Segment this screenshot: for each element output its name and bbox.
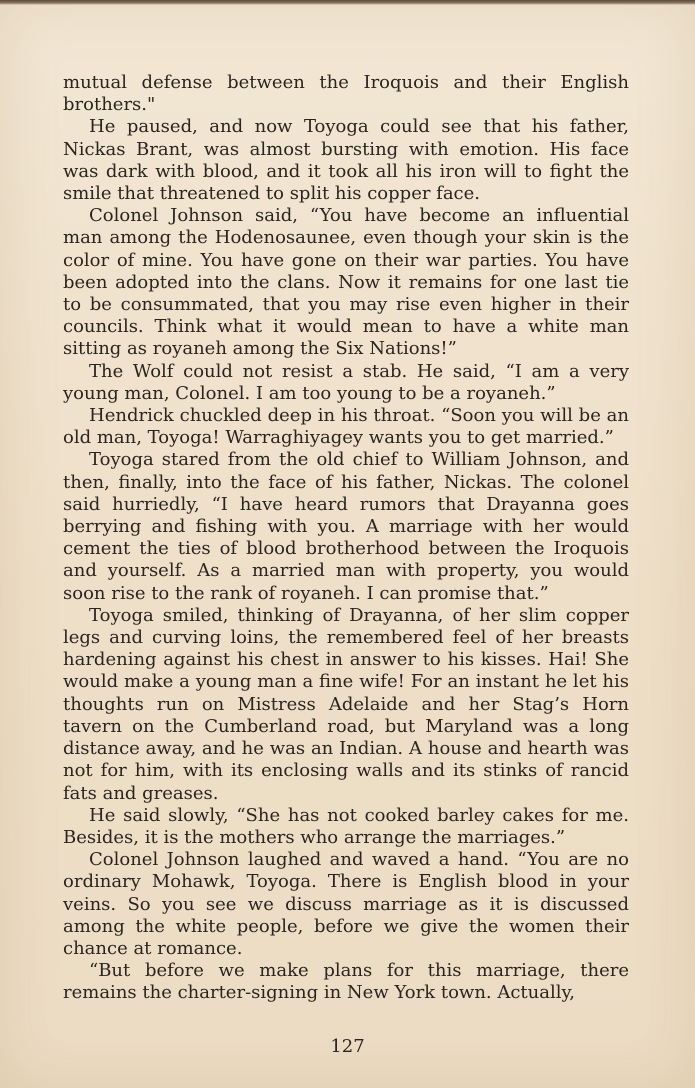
paragraph-9: Colonel Johnson laughed and waved a hand. “You are no ordinary Mohawk, Toyoga. There is English blood in your veins. So you see we discuss marriage as it is discussed among the white people, before we give the women their chance at romance. xyxy=(63,849,629,959)
paragraph-8: He said slowly, “She has not cooked barley cakes for me. Besides, it is the mothers who arrange the marriages.” xyxy=(63,804,629,848)
paragraph-2: He paused, and now Toyoga could see that his father, Nickas Brant, was almost bursting with emotion. His face was dark with blood, and it took all his iron will to fight the smile that threatened to split his copper face. xyxy=(63,116,629,205)
paragraph-5: Hendrick chuckled deep in his throat. “Soon you will be an old man, Toyoga! Warraghiyagey wants you to get married.” xyxy=(63,405,629,449)
body-text xyxy=(63,72,629,1005)
paragraph-10: “But before we make plans for this marriage, there remains the charter-signing in New York town. Actually, xyxy=(63,960,629,1004)
paragraph-3: Colonel Johnson said, “You have become an influential man among the Hodenosaunee, even though your skin is the color of mine. You have gone on their war parties. You have been adopted into the clans. Now it remains for one last tie to be consummated, that you may rise even higher in their councils. Think what it would mean to have a white man sitting as royaneh among the Six Nations!” xyxy=(63,205,629,360)
paragraph-6: Toyoga stared from the old chief to William Johnson, and then, finally, into the face of his father, Nickas. The colonel said hurriedly, “I have heard rumors that Drayanna goes berrying and fishing with you. A marriage with her would cement the ties of blood brotherhood between the Iroquois and yourself. As a married man with property, you would soon rise to the rank of royaneh. I can promise that.” xyxy=(63,449,629,604)
paragraph-1: mutual defense between the Iroquois and their English brothers." xyxy=(63,72,629,116)
page-top-edge xyxy=(0,0,695,5)
page-number: 127 xyxy=(330,1036,365,1057)
paragraph-4: The Wolf could not resist a stab. He said, “I am a very young man, Colonel. I am too young to be a royaneh.” xyxy=(63,360,629,404)
paragraph-7: Toyoga smiled, thinking of Drayanna, of her slim copper legs and curving loins, the remembered feel of her breasts hardening against his chest in answer to his kisses. Hai! She would make a young man a fine wife! For an instant he let his thoughts run on Mistress Adelaide and her Stag’s Horn tavern on the Cumberland road, but Maryland was a long distance away, and he was an Indian. A house and hearth was not for him, with its enclosing walls and its stinks of rancid fats and greases. xyxy=(63,604,629,804)
